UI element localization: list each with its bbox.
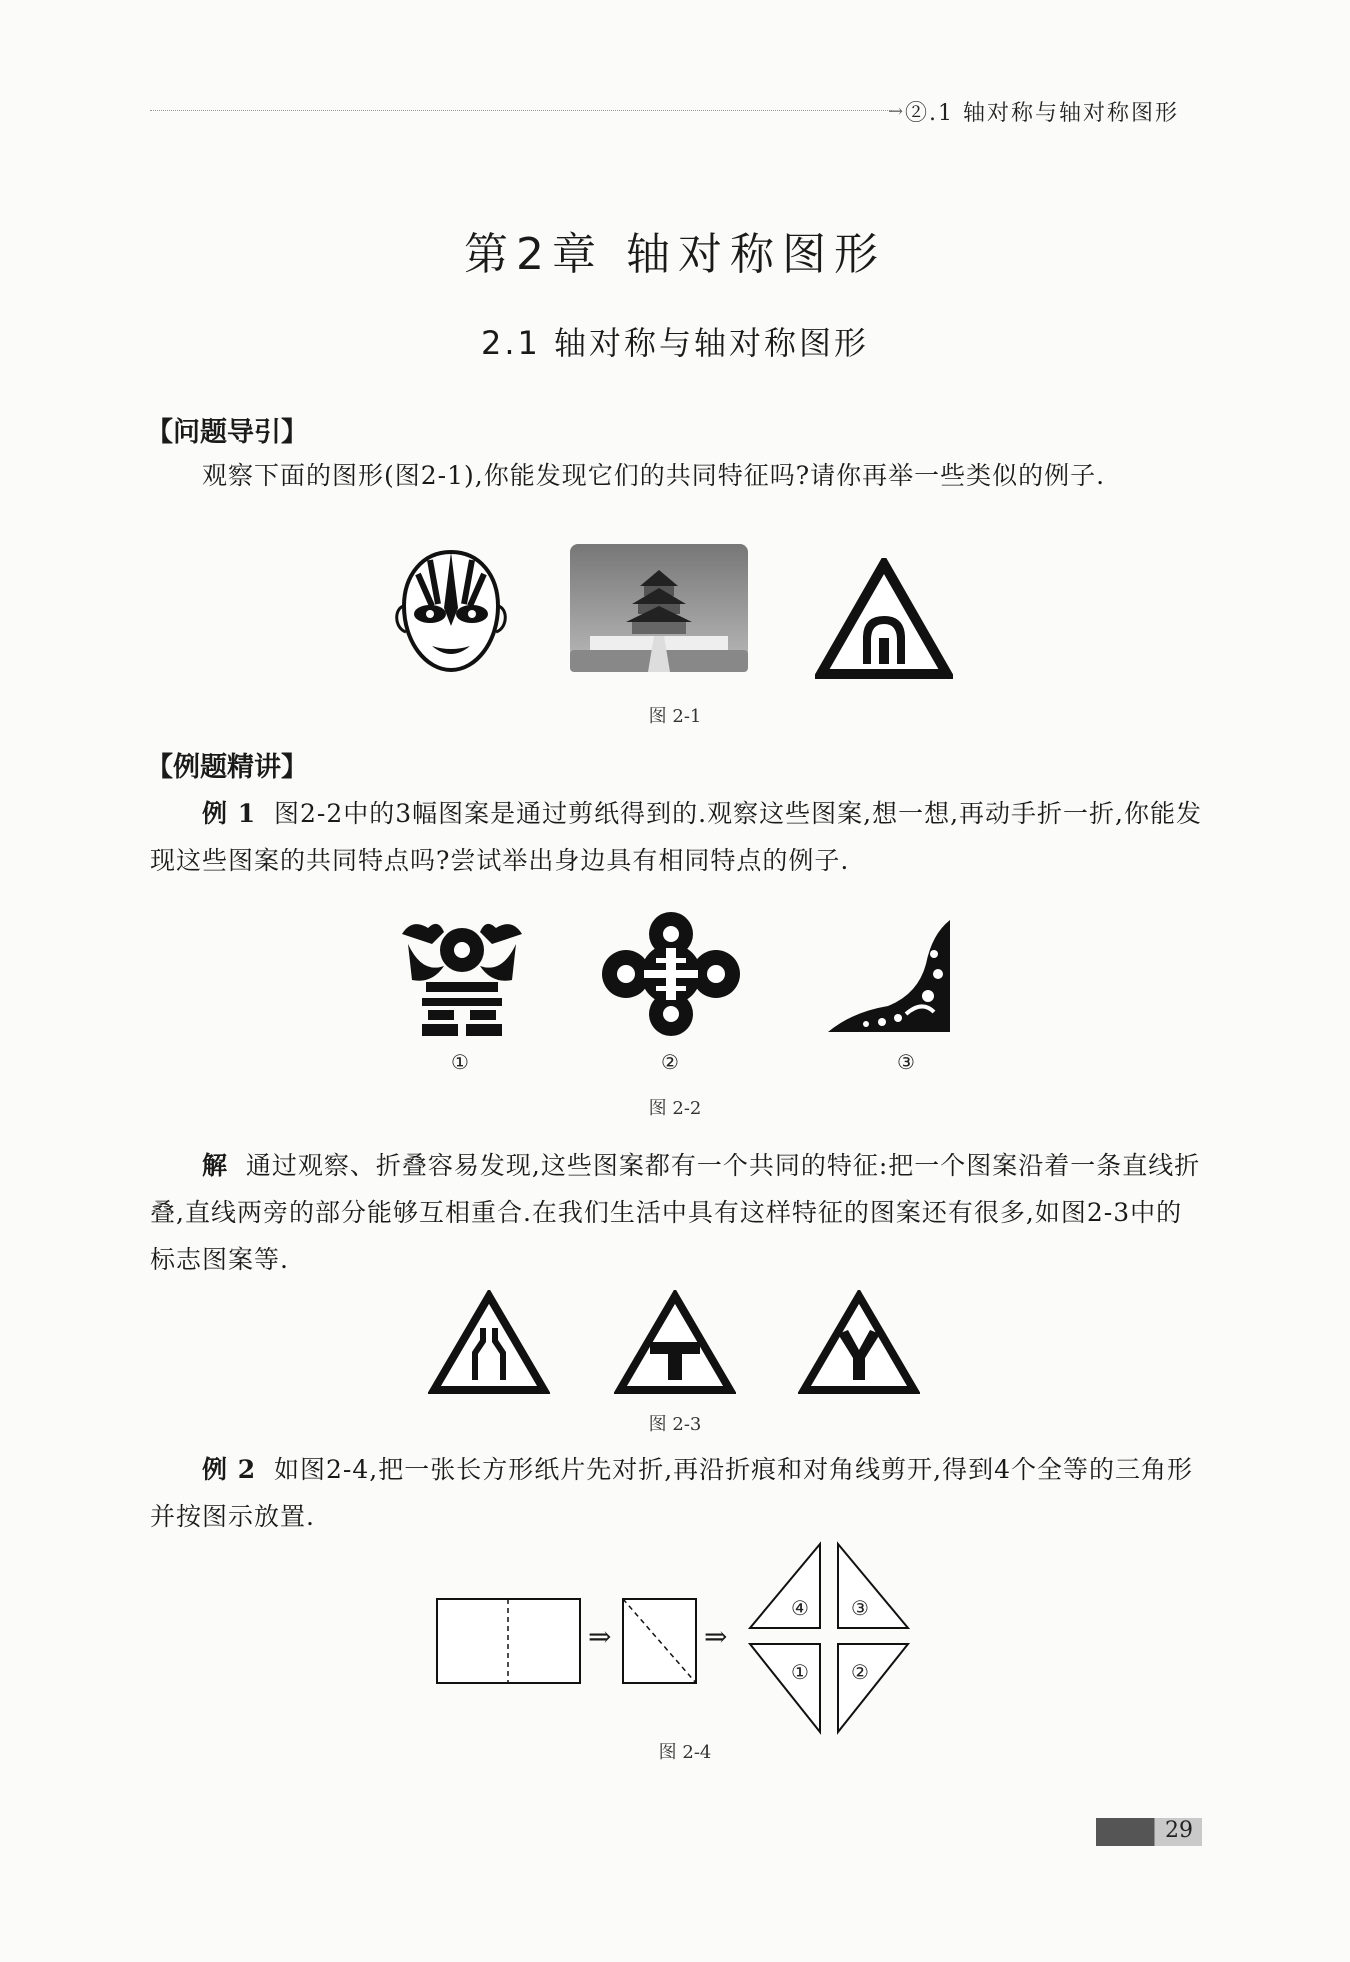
- road-narrows-sign-icon: [428, 1290, 550, 1396]
- example-2-label: 例 2: [202, 1455, 257, 1484]
- figure-2-4-caption: 图 2-4: [658, 1742, 712, 1763]
- intro-paragraph: 观察下面的图形(图2-1),你能发现它们的共同特征吗?请你再举一些类似的例子.: [202, 461, 1106, 490]
- figure-2-2-item-1-label: ①: [451, 1050, 469, 1074]
- example-1-paragraph: [150, 790, 1202, 884]
- papercut-butterfly: [822, 914, 954, 1036]
- page-number: 29: [1165, 1818, 1193, 1843]
- four-triangles-arrangement: [746, 1540, 914, 1736]
- intro-heading: 【问题导引】: [146, 417, 308, 448]
- header-arrow: →: [888, 101, 904, 122]
- tunnel-sign-icon: [815, 558, 953, 680]
- opera-mask-image: [392, 546, 510, 676]
- figure-2-3-caption: 图 2-3: [648, 1414, 702, 1435]
- running-header: ②.1 轴对称与轴对称图形: [905, 101, 1179, 126]
- t-junction-sign-icon: [614, 1290, 736, 1396]
- papercut-flower: [600, 908, 742, 1040]
- solution-label: 解: [202, 1151, 229, 1180]
- figure-2-2-caption: 图 2-2: [648, 1098, 702, 1119]
- rectangle-paper-folded: [436, 1598, 582, 1686]
- section-title: 2.1 轴对称与轴对称图形: [480, 324, 870, 362]
- triangle-label-1: ①: [791, 1660, 809, 1684]
- arrow-2: ⇒: [704, 1620, 728, 1653]
- example-1-label: 例 1: [202, 799, 257, 828]
- arrow-1: ⇒: [588, 1620, 612, 1653]
- triangle-label-3: ③: [851, 1596, 869, 1620]
- examples-heading: 【例题精讲】: [146, 752, 308, 783]
- example-1-text: 图2-2中的3幅图案是通过剪纸得到的.观察这些图案,想一想,再动手折一折,你能发现这些图案的共同特点吗?尝试举出身边具有相同特点的例子.: [150, 799, 1202, 875]
- triangle-label-2: ②: [851, 1660, 869, 1684]
- header-rule: [150, 110, 892, 111]
- example-2-paragraph: [150, 1446, 1202, 1540]
- temple-of-heaven-photo: [570, 544, 748, 672]
- figure-2-2-item-3-label: ③: [897, 1050, 915, 1074]
- square-paper-with-diagonal: [622, 1598, 698, 1686]
- solution-text: 通过观察、折叠容易发现,这些图案都有一个共同的特征:把一个图案沿着一条直线折叠,直线两旁的部分能够互相重合.在我们生活中具有这样特征的图案还有很多,如图2-3中的标志图案等.: [150, 1151, 1201, 1274]
- figure-2-1-caption: 图 2-1: [648, 706, 702, 727]
- solution-paragraph: [150, 1142, 1202, 1283]
- figure-2-2-item-2-label: ②: [661, 1050, 679, 1074]
- chapter-title: 第2章 轴对称图形: [464, 229, 886, 280]
- triangle-label-4: ④: [791, 1596, 809, 1620]
- y-junction-sign-icon: [798, 1290, 920, 1396]
- papercut-double-happiness: [392, 914, 532, 1040]
- example-2-text: 如图2-4,把一张长方形纸片先对折,再沿折痕和对角线剪开,得到4个全等的三角形并按图示放置.: [150, 1455, 1194, 1531]
